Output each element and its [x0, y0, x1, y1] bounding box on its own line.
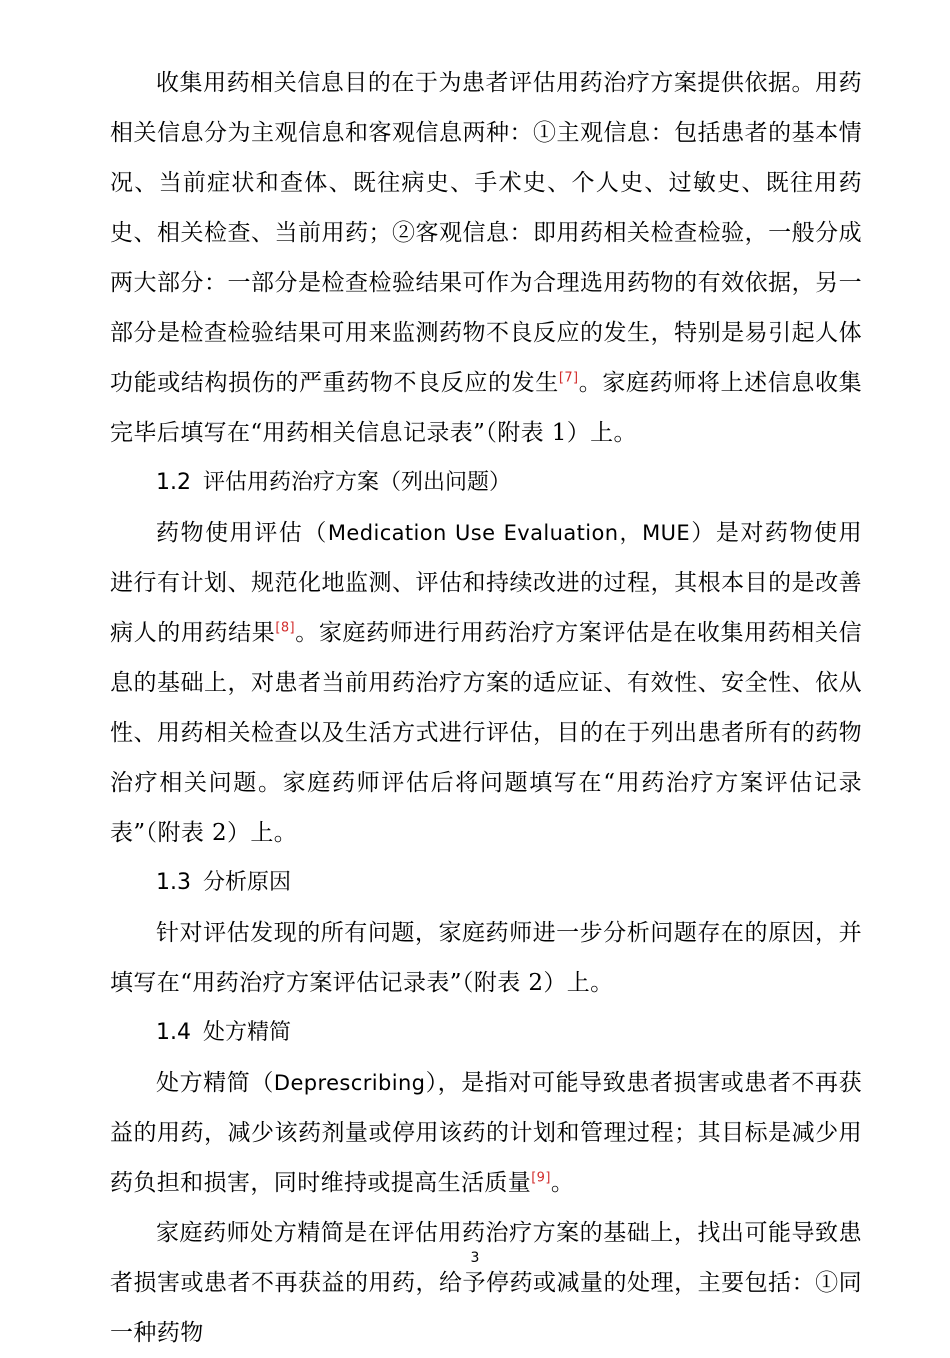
term-english: Medication Use Evaluation，MUE	[327, 521, 691, 545]
section-heading-1-2	[110, 458, 862, 508]
paragraph-text: 。家庭药师将上述信息收集完毕后填写在“用药相关信息记录表”（附表 1）上。	[110, 370, 862, 446]
section-title: 处方精简	[203, 1020, 292, 1045]
section-heading-1-3	[110, 858, 862, 908]
term-english: Deprescribing	[273, 1071, 426, 1095]
section-title: 分析原因	[203, 870, 292, 895]
paragraph-text: 药物使用评估（	[156, 520, 328, 546]
section-number: 1.3	[156, 870, 191, 895]
section-heading-1-4	[110, 1008, 862, 1058]
paragraph-collect-info	[110, 58, 862, 458]
paragraph-text: ）是对药物使用进行有计划、规范化地监测、评估和持续改进的过程，其根本目的是改善病人的用药结果	[110, 520, 862, 646]
paragraph-text: 家庭药师处方精简是在评估用药治疗方案的基础上，找出可能导致患者损害或患者不再获益的用药，给予停药或减量的处理，主要包括：①同一种药物	[110, 1220, 862, 1346]
citation-7[interactable]: [7]	[558, 370, 579, 386]
page-number: 3	[470, 1250, 480, 1266]
paragraph-text: 收集用药相关信息目的在于为患者评估用药治疗方案提供依据。用药相关信息分为主观信息和客观信息两种：①主观信息：包括患者的基本情况、当前症状和查体、既往病史、手术史、个人史、过敏史、既往用药史、相关检查、当前用药；②客观信息：即用药相关检查检验，一般分成两大部分：一部分是检查检验结果可作为合理选用药物的有效依据，另一部分是检查检验结果可用来监测药物不良反应的发生，特别是易引起人体功能或结构损伤的严重药物不良反应的发生	[110, 70, 862, 396]
section-number: 1.2	[156, 470, 191, 495]
citation-9[interactable]: [9]	[531, 1170, 551, 1186]
section-title: 评估用药治疗方案（列出问题）	[203, 470, 512, 495]
paragraph-text: 处方精简（	[156, 1070, 274, 1096]
paragraph-deprescribing-definition	[110, 1058, 862, 1208]
citation-8[interactable]: [8]	[275, 620, 295, 636]
paragraph-analyze-causes	[110, 908, 862, 1008]
section-number: 1.4	[156, 1020, 191, 1045]
document-page	[110, 58, 862, 1358]
paragraph-mue	[110, 508, 862, 858]
paragraph-text: 。家庭药师进行用药治疗方案评估是在收集用药相关信息的基础上，对患者当前用药治疗方案的适应证、有效性、安全性、依从性、用药相关检查以及生活方式进行评估，目的在于列出患者所有的药物治疗相关问题。家庭药师评估后将问题填写在“用药治疗方案评估记录表”（附表 2）上。	[110, 620, 862, 846]
paragraph-text: 。	[550, 1170, 575, 1196]
paragraph-text: ），是指对可能导致患者损害或患者不再获益的用药，减少该药剂量或停用该药的计划和管理过程；其目标是减少用药负担和损害，同时维持或提高生活质量	[110, 1070, 862, 1196]
paragraph-deprescribing-practice	[110, 1208, 862, 1358]
paragraph-text: 针对评估发现的所有问题，家庭药师进一步分析问题存在的原因，并填写在“用药治疗方案评估记录表”（附表 2）上。	[110, 920, 862, 996]
